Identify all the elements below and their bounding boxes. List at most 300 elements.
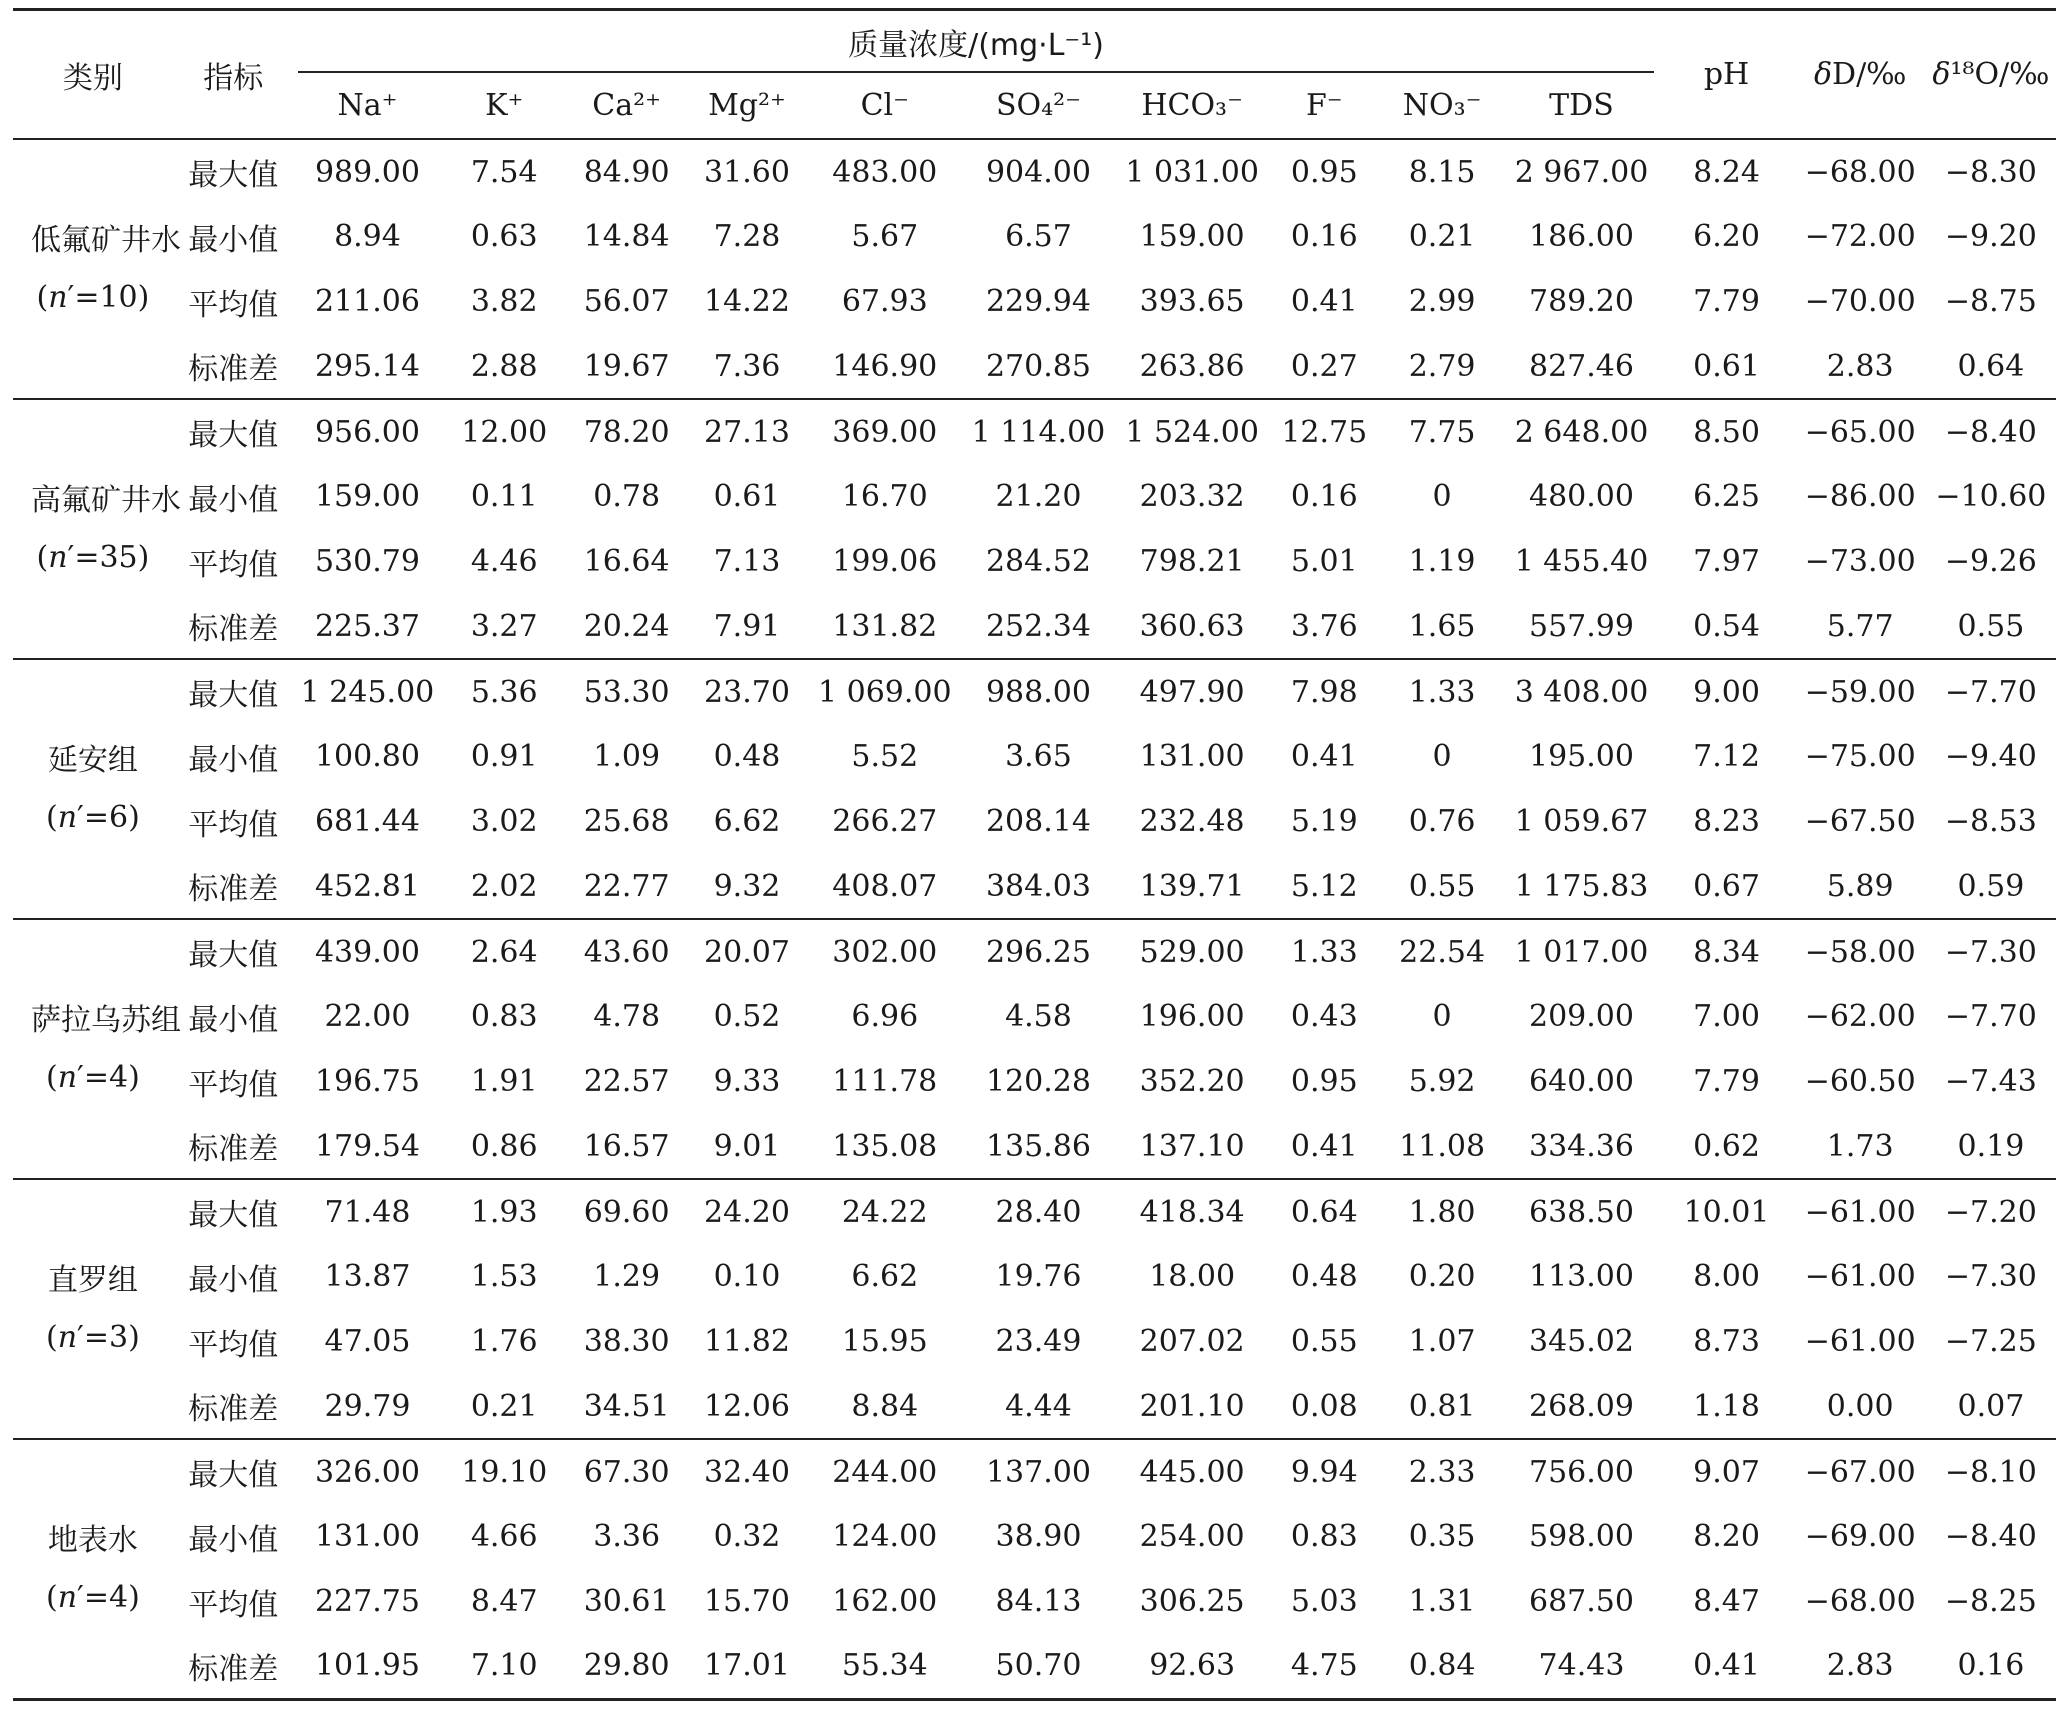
value-cell: 0.41 — [1658, 1634, 1794, 1699]
category-name: 延安组 — [47, 743, 138, 778]
value-cell: 445.00 — [1115, 1439, 1269, 1504]
value-cell: 10.01 — [1658, 1179, 1794, 1244]
category-cell — [13, 1179, 173, 1439]
table-row — [13, 1504, 2056, 1569]
value-cell: 6.20 — [1693, 219, 1760, 254]
value-cell: 8.84 — [851, 1388, 919, 1424]
value-cell: 4.78 — [593, 999, 661, 1034]
value-cell: 3.76 — [1290, 608, 1358, 644]
value-cell: 19.76 — [995, 1259, 1082, 1294]
value-cell: 904.00 — [962, 139, 1116, 204]
column-header: TDS — [1549, 88, 1614, 123]
value-cell: 3.82 — [470, 284, 538, 319]
value-cell: 681.44 — [314, 804, 420, 839]
value-cell: 3 408.00 — [1505, 659, 1659, 724]
value-cell: 0.63 — [470, 219, 538, 254]
water-chemistry-table — [13, 8, 2056, 1701]
value-cell: −8.30 — [1926, 139, 2056, 204]
sample-count: (n′=35) — [36, 540, 150, 575]
value-cell: 9.07 — [1658, 1439, 1794, 1504]
value-cell: 19.10 — [441, 1439, 567, 1504]
value-cell: 0.55 — [1290, 1324, 1358, 1359]
value-cell: 9.00 — [1658, 659, 1794, 724]
value-cell: 0.52 — [713, 999, 781, 1034]
table-row — [13, 1309, 2056, 1374]
value-cell: 6.57 — [1005, 219, 1072, 254]
column-header: Mg²⁺ — [708, 88, 786, 123]
value-cell: 124.00 — [832, 1519, 938, 1554]
value-cell: 284.52 — [985, 544, 1091, 579]
value-cell: 7.79 — [1693, 284, 1760, 319]
value-cell: 27.13 — [686, 399, 808, 464]
value-cell: 345.02 — [1529, 1324, 1634, 1359]
indicator-cell: 标准差 — [188, 1392, 279, 1427]
header-delta-18o: δ¹⁸O/‰ — [1932, 57, 2050, 92]
value-cell: 16.57 — [583, 1128, 670, 1164]
value-cell: 6.96 — [851, 999, 919, 1034]
value-cell: 0.67 — [1693, 868, 1760, 904]
water-chemistry-table-container — [13, 8, 2056, 1701]
value-cell: 0.86 — [470, 1128, 538, 1164]
value-cell: 7.75 — [1380, 399, 1505, 464]
indicator-cell: 最小值 — [188, 1002, 279, 1038]
category-cell — [13, 919, 181, 1179]
value-cell: 1 455.40 — [1514, 544, 1649, 579]
value-cell: 352.20 — [1139, 1064, 1245, 1099]
value-cell: 1 245.00 — [294, 659, 442, 724]
value-cell: −61.00 — [1795, 1179, 1926, 1244]
value-cell: 0.83 — [470, 999, 538, 1034]
value-cell: 1.29 — [593, 1259, 661, 1294]
value-cell: −8.10 — [1926, 1439, 2056, 1504]
value-cell: 5.01 — [1290, 544, 1358, 579]
value-cell: 137.00 — [962, 1439, 1116, 1504]
value-cell: 211.06 — [314, 284, 420, 319]
value-cell: 207.02 — [1139, 1324, 1245, 1359]
value-cell: 0.21 — [1408, 219, 1476, 254]
header-mass-concentration: 质量浓度/(mg·L⁻¹) — [294, 10, 1659, 74]
value-cell: 8.47 — [470, 1584, 538, 1619]
value-cell: 2.99 — [1408, 284, 1476, 319]
value-cell: 0.78 — [593, 479, 661, 514]
value-cell: 8.73 — [1693, 1324, 1760, 1359]
value-cell: 1.31 — [1408, 1584, 1476, 1619]
value-cell: 8.15 — [1380, 139, 1505, 204]
value-cell: 2.83 — [1795, 1634, 1926, 1699]
table-row — [13, 659, 2056, 724]
value-cell: 201.10 — [1139, 1388, 1245, 1424]
value-cell: 56.07 — [583, 284, 670, 319]
value-cell: 24.20 — [686, 1179, 808, 1244]
value-cell: 1.53 — [470, 1259, 538, 1294]
indicator-cell: 最小值 — [188, 742, 279, 778]
value-cell: 4.66 — [470, 1519, 538, 1554]
value-cell: −7.25 — [1944, 1324, 2037, 1359]
indicator-cell: 标准差 — [188, 1132, 279, 1167]
indicator-cell: 最大值 — [173, 1179, 294, 1244]
value-cell: 159.00 — [314, 479, 420, 514]
value-cell: −68.00 — [1795, 139, 1926, 204]
table-row — [13, 139, 2056, 204]
value-cell: 22.57 — [583, 1064, 670, 1099]
value-cell: 1 175.83 — [1514, 868, 1649, 904]
value-cell: 557.99 — [1529, 608, 1634, 644]
value-cell: 9.32 — [713, 868, 781, 904]
value-cell: 268.09 — [1529, 1388, 1634, 1424]
indicator-cell: 最小值 — [188, 482, 279, 518]
value-cell: 11.82 — [704, 1324, 790, 1359]
indicator-cell: 标准差 — [188, 872, 279, 907]
sample-count: (n′=4) — [46, 1579, 140, 1615]
value-cell: −7.70 — [1926, 659, 2056, 724]
table-row — [13, 269, 2056, 334]
column-header: Na⁺ — [337, 88, 398, 123]
value-cell: 1.93 — [441, 1179, 567, 1244]
value-cell: 7.79 — [1693, 1064, 1760, 1099]
value-cell: 16.70 — [841, 479, 928, 514]
value-cell: 529.00 — [1115, 919, 1269, 984]
value-cell: 20.07 — [686, 919, 808, 984]
value-cell: 12.00 — [441, 399, 567, 464]
value-cell: 0.83 — [1290, 1519, 1358, 1554]
indicator-cell: 最大值 — [173, 1439, 294, 1504]
value-cell: 13.87 — [324, 1259, 411, 1294]
value-cell: −62.00 — [1804, 999, 1916, 1034]
value-cell: 306.25 — [1139, 1584, 1245, 1619]
value-cell: 0.32 — [713, 1519, 781, 1554]
value-cell: 1.09 — [593, 739, 661, 774]
value-cell: −70.00 — [1804, 284, 1916, 319]
value-cell: −86.00 — [1804, 479, 1916, 514]
value-cell: 302.00 — [808, 919, 962, 984]
value-cell: 270.85 — [985, 348, 1091, 384]
value-cell: 687.50 — [1529, 1584, 1634, 1619]
value-cell: 2.02 — [470, 868, 538, 904]
value-cell: 254.00 — [1139, 1519, 1245, 1554]
value-cell: 229.94 — [985, 284, 1091, 319]
value-cell: 14.84 — [583, 219, 670, 254]
value-cell: 5.92 — [1408, 1064, 1476, 1099]
value-cell: 4.75 — [1269, 1634, 1380, 1699]
value-cell: 0.21 — [470, 1388, 538, 1424]
value-cell: 16.64 — [583, 544, 670, 579]
value-cell: 6.62 — [713, 804, 781, 839]
value-cell: −7.20 — [1926, 1179, 2056, 1244]
value-cell: 418.34 — [1115, 1179, 1269, 1244]
value-cell: 7.54 — [441, 139, 567, 204]
value-cell: 640.00 — [1529, 1064, 1634, 1099]
value-cell: 195.00 — [1529, 739, 1634, 774]
value-cell: 530.79 — [314, 544, 420, 579]
category-name: 直罗组 — [47, 1263, 138, 1298]
value-cell: 2.33 — [1380, 1439, 1505, 1504]
table-row — [13, 789, 2056, 854]
value-cell: 19.67 — [583, 348, 670, 384]
value-cell: −8.75 — [1944, 284, 2037, 319]
value-cell: −69.00 — [1804, 1519, 1916, 1554]
value-cell: 5.77 — [1826, 608, 1894, 644]
value-cell: 21.20 — [995, 479, 1082, 514]
value-cell: 0.54 — [1693, 608, 1760, 644]
indicator-cell: 标准差 — [173, 1634, 294, 1699]
value-cell: 252.34 — [985, 608, 1091, 644]
indicator-cell: 标准差 — [188, 352, 279, 387]
table-body — [13, 139, 2056, 1699]
value-cell: 0.16 — [1290, 479, 1358, 514]
value-cell: 0.91 — [470, 739, 538, 774]
value-cell: 1.76 — [470, 1324, 538, 1359]
indicator-cell: 平均值 — [188, 1327, 279, 1363]
indicator-cell: 平均值 — [188, 547, 279, 583]
value-cell: 43.60 — [567, 919, 686, 984]
value-cell: 1 031.00 — [1115, 139, 1269, 204]
value-cell: 208.14 — [985, 804, 1091, 839]
header-indicator: 指标 — [203, 60, 264, 96]
header-delta-d: δD/‰ — [1813, 57, 1907, 92]
value-cell: 196.00 — [1139, 999, 1245, 1034]
indicator-cell: 最小值 — [188, 1262, 279, 1298]
value-cell: 7.36 — [713, 348, 781, 384]
value-cell: 38.90 — [995, 1519, 1082, 1554]
table-row — [13, 1179, 2056, 1244]
value-cell: 135.86 — [985, 1128, 1091, 1164]
value-cell: 1.18 — [1693, 1388, 1760, 1424]
value-cell: 84.90 — [567, 139, 686, 204]
value-cell: −7.70 — [1944, 999, 2037, 1034]
value-cell: 5.03 — [1290, 1584, 1358, 1619]
value-cell: 4.58 — [1005, 999, 1072, 1034]
table-row — [13, 464, 2056, 529]
value-cell: −68.00 — [1804, 1584, 1916, 1619]
value-cell: −65.00 — [1795, 399, 1926, 464]
value-cell: 989.00 — [294, 139, 442, 204]
value-cell: 179.54 — [314, 1128, 420, 1164]
value-cell: 139.71 — [1139, 868, 1245, 904]
value-cell: 5.52 — [851, 739, 919, 774]
value-cell: 2 967.00 — [1505, 139, 1659, 204]
value-cell: 101.95 — [294, 1634, 442, 1699]
indicator-cell: 平均值 — [188, 1067, 279, 1103]
header-ph: pH — [1703, 57, 1750, 92]
value-cell: 0.27 — [1290, 348, 1358, 384]
value-cell: 0.55 — [1408, 868, 1476, 904]
value-cell: −72.00 — [1804, 219, 1916, 254]
sample-count: (n′=10) — [36, 280, 150, 315]
value-cell: 7.91 — [713, 608, 781, 644]
value-cell: 0.64 — [1957, 348, 2025, 384]
value-cell: 69.60 — [567, 1179, 686, 1244]
value-cell: −7.30 — [1926, 919, 2056, 984]
value-cell: 8.00 — [1693, 1259, 1760, 1294]
column-header: HCO₃⁻ — [1141, 88, 1243, 123]
value-cell: 0.11 — [470, 479, 538, 514]
value-cell: −8.25 — [1944, 1584, 2037, 1619]
value-cell: −8.40 — [1926, 399, 2056, 464]
value-cell: 2.79 — [1408, 348, 1476, 384]
value-cell: 789.20 — [1529, 284, 1634, 319]
value-cell: 7.10 — [441, 1634, 567, 1699]
value-cell: 7.28 — [713, 219, 781, 254]
category-name: 低氟矿井水 — [31, 223, 181, 258]
table-row — [13, 1634, 2056, 1699]
value-cell: 483.00 — [808, 139, 962, 204]
value-cell: −58.00 — [1795, 919, 1926, 984]
category-cell — [13, 1439, 173, 1699]
value-cell: 756.00 — [1505, 1439, 1659, 1504]
value-cell: 5.89 — [1826, 868, 1894, 904]
value-cell: 232.48 — [1139, 804, 1245, 839]
value-cell: 5.12 — [1290, 868, 1358, 904]
value-cell: 0.64 — [1269, 1179, 1380, 1244]
value-cell: 0.00 — [1826, 1388, 1894, 1424]
table-row — [13, 1374, 2056, 1439]
value-cell: 0.61 — [1693, 348, 1760, 384]
value-cell: 0.95 — [1290, 1064, 1358, 1099]
value-cell: 50.70 — [962, 1634, 1116, 1699]
column-header: Cl⁻ — [860, 88, 909, 123]
value-cell: 0.59 — [1957, 868, 2025, 904]
value-cell: −7.30 — [1944, 1259, 2037, 1294]
value-cell: −73.00 — [1804, 544, 1916, 579]
value-cell: 956.00 — [294, 399, 442, 464]
header-category: 类别 — [62, 60, 123, 96]
category-name: 萨拉乌苏组 — [31, 1003, 181, 1038]
value-cell: 9.94 — [1269, 1439, 1380, 1504]
value-cell: 0.16 — [1926, 1634, 2056, 1699]
indicator-cell: 最大值 — [173, 139, 294, 204]
value-cell: 29.80 — [567, 1634, 686, 1699]
value-cell: 47.05 — [324, 1324, 411, 1359]
sample-count: (n′=6) — [46, 800, 140, 835]
value-cell: −9.20 — [1944, 219, 2037, 254]
value-cell: 393.65 — [1139, 284, 1245, 319]
value-cell: 38.30 — [583, 1324, 670, 1359]
value-cell: 6.25 — [1693, 479, 1760, 514]
value-cell: 225.37 — [314, 608, 420, 644]
table-row — [13, 1439, 2056, 1504]
table-row — [13, 1049, 2056, 1114]
value-cell: 186.00 — [1529, 219, 1634, 254]
value-cell: −59.00 — [1795, 659, 1926, 724]
sample-count: (n′=3) — [46, 1320, 140, 1355]
value-cell: 452.81 — [314, 868, 420, 904]
value-cell: 988.00 — [962, 659, 1116, 724]
table-row — [13, 1244, 2056, 1309]
table-row — [13, 1114, 2056, 1179]
value-cell: 113.00 — [1529, 1259, 1634, 1294]
value-cell: 203.32 — [1139, 479, 1245, 514]
value-cell: 55.34 — [808, 1634, 962, 1699]
value-cell: −9.40 — [1944, 739, 2037, 774]
value-cell: 0.08 — [1290, 1388, 1358, 1424]
value-cell: 2.64 — [441, 919, 567, 984]
value-cell: 32.40 — [686, 1439, 808, 1504]
value-cell: 7.12 — [1693, 739, 1760, 774]
value-cell: 162.00 — [832, 1584, 938, 1619]
value-cell: −67.50 — [1804, 804, 1916, 839]
value-cell: 199.06 — [832, 544, 938, 579]
value-cell: 24.22 — [808, 1179, 962, 1244]
value-cell: −75.00 — [1804, 739, 1916, 774]
value-cell: 22.54 — [1380, 919, 1505, 984]
value-cell: 0.48 — [713, 739, 781, 774]
column-header: F⁻ — [1305, 88, 1343, 123]
value-cell: 20.24 — [583, 608, 670, 644]
table-row — [13, 399, 2056, 464]
value-cell: 0 — [1432, 739, 1452, 774]
indicator-cell: 最小值 — [188, 1522, 279, 1558]
value-cell: 7.13 — [713, 544, 781, 579]
value-cell: 0.48 — [1290, 1259, 1358, 1294]
value-cell: 7.98 — [1269, 659, 1380, 724]
value-cell: 0.84 — [1380, 1634, 1505, 1699]
value-cell: 439.00 — [294, 919, 442, 984]
value-cell: 25.68 — [583, 804, 670, 839]
value-cell: −67.00 — [1795, 1439, 1926, 1504]
value-cell: 598.00 — [1529, 1519, 1634, 1554]
value-cell: 9.01 — [713, 1128, 781, 1164]
table-row — [13, 204, 2056, 269]
value-cell: −9.26 — [1944, 544, 2037, 579]
value-cell: −61.00 — [1804, 1259, 1916, 1294]
value-cell: 369.00 — [808, 399, 962, 464]
value-cell: 2 648.00 — [1505, 399, 1659, 464]
value-cell: 23.49 — [995, 1324, 1082, 1359]
value-cell: 67.30 — [567, 1439, 686, 1504]
value-cell: 11.08 — [1399, 1128, 1486, 1164]
value-cell: 1.33 — [1380, 659, 1505, 724]
value-cell: 0.81 — [1408, 1388, 1476, 1424]
value-cell: 137.10 — [1139, 1128, 1245, 1164]
value-cell: 3.27 — [470, 608, 538, 644]
value-cell: 131.00 — [1139, 739, 1245, 774]
value-cell: 8.47 — [1693, 1584, 1760, 1619]
value-cell: 30.61 — [583, 1584, 670, 1619]
value-cell: 1.65 — [1408, 608, 1476, 644]
value-cell: 0 — [1432, 999, 1452, 1034]
value-cell: 295.14 — [314, 348, 420, 384]
value-cell: 296.25 — [962, 919, 1116, 984]
value-cell: 497.90 — [1115, 659, 1269, 724]
column-header: K⁺ — [485, 88, 524, 123]
value-cell: 5.19 — [1290, 804, 1358, 839]
indicator-cell: 最大值 — [173, 399, 294, 464]
value-cell: 1 069.00 — [808, 659, 962, 724]
value-cell: 28.40 — [962, 1179, 1116, 1244]
value-cell: 1.07 — [1408, 1324, 1476, 1359]
value-cell: 244.00 — [808, 1439, 962, 1504]
value-cell: 227.75 — [314, 1584, 420, 1619]
category-name: 地表水 — [47, 1522, 138, 1558]
value-cell: 29.79 — [324, 1388, 411, 1424]
value-cell: 34.51 — [583, 1388, 670, 1424]
value-cell: −60.50 — [1804, 1064, 1916, 1099]
value-cell: 4.44 — [1005, 1388, 1072, 1424]
value-cell: 0.55 — [1957, 608, 2025, 644]
value-cell: 266.27 — [832, 804, 938, 839]
value-cell: 7.00 — [1693, 999, 1760, 1034]
value-cell: 8.24 — [1658, 139, 1794, 204]
value-cell: 5.67 — [851, 219, 919, 254]
indicator-cell: 最大值 — [173, 919, 294, 984]
value-cell: 8.20 — [1693, 1519, 1760, 1554]
value-cell: 408.07 — [832, 868, 938, 904]
value-cell: 798.21 — [1139, 544, 1245, 579]
value-cell: 0.62 — [1693, 1128, 1760, 1164]
value-cell: 159.00 — [1139, 219, 1245, 254]
value-cell: 1 017.00 — [1505, 919, 1659, 984]
value-cell: 384.03 — [985, 868, 1091, 904]
